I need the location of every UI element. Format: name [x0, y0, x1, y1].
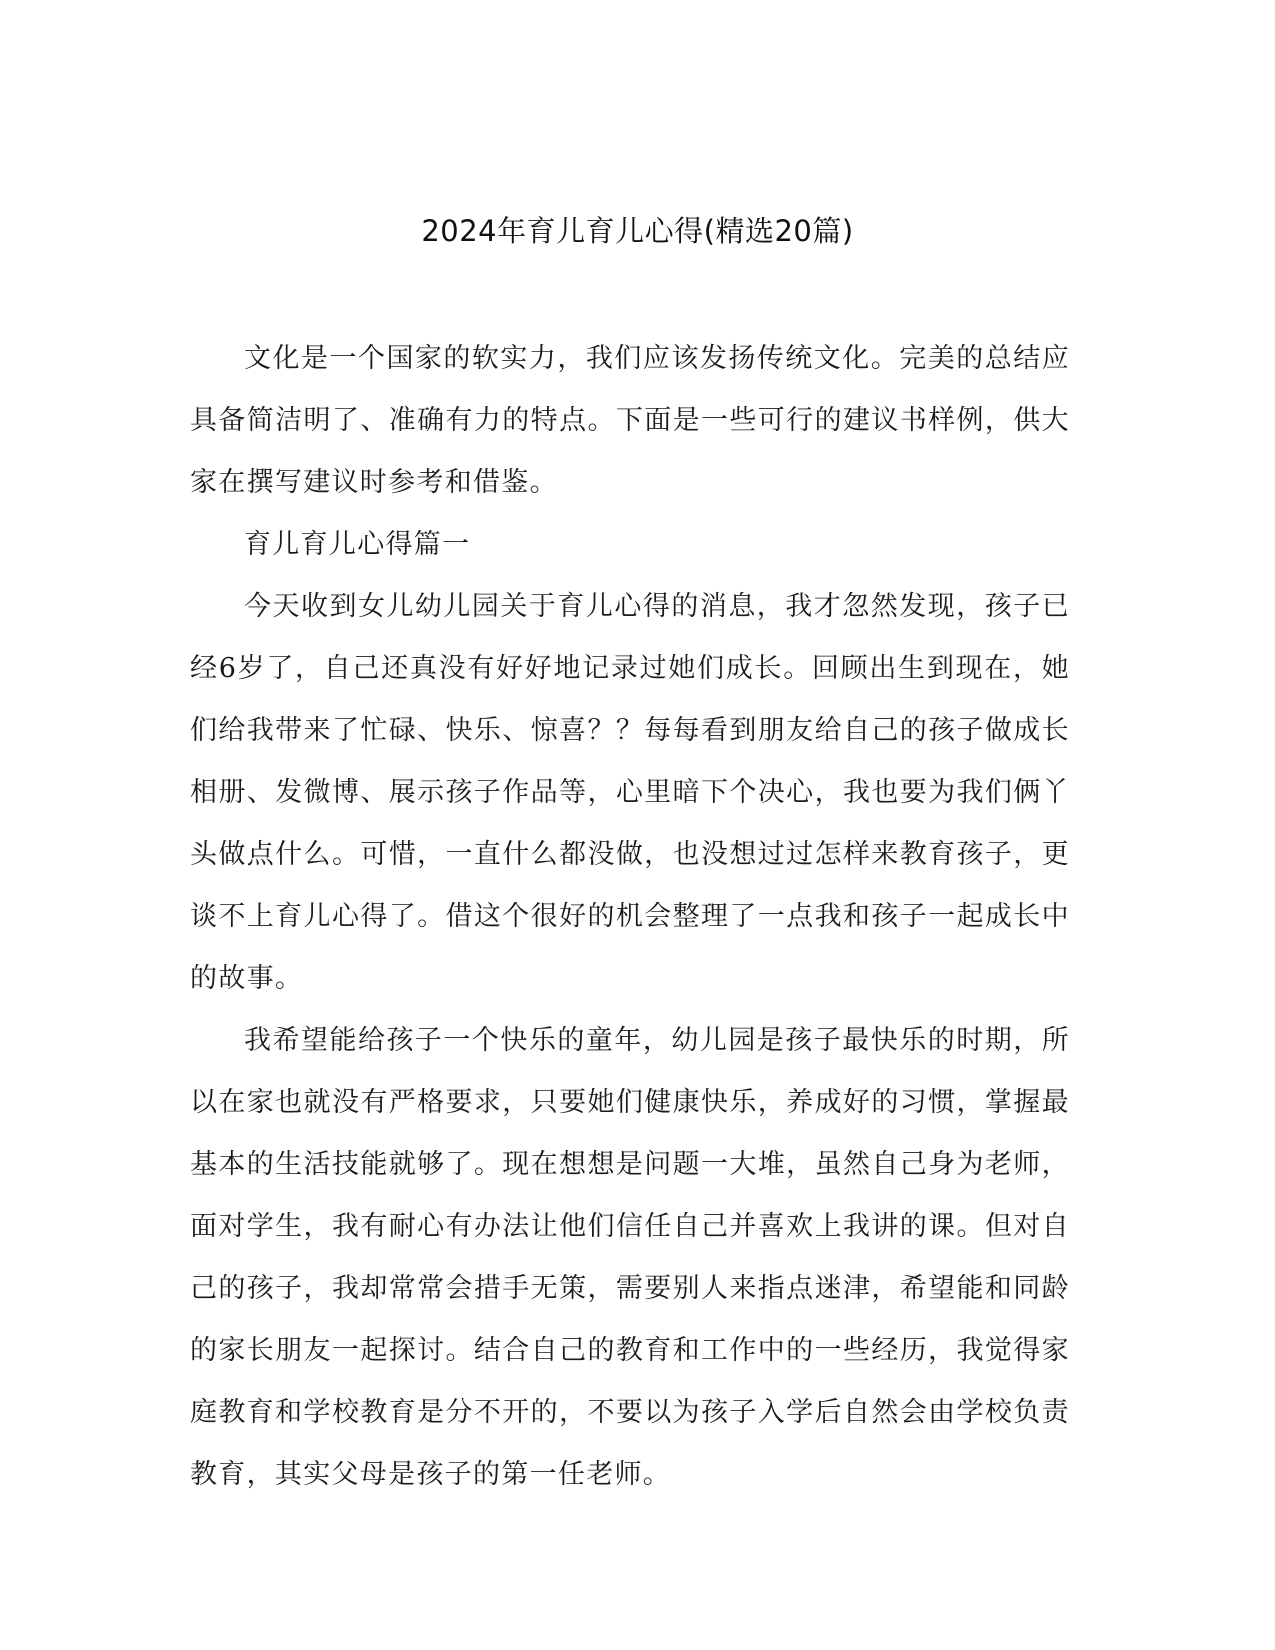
document-body	[190, 328, 1070, 1506]
body-paragraph: 今天收到女儿幼儿园关于育儿心得的消息，我才忽然发现，孩子已经6岁了，自己还真没有好好地记录过她们成长。回顾出生到现在，她们给我带来了忙碌、快乐、惊喜？？每每看到朋友给自己的孩子做成长相册、发微博、展示孩子作品等，心里暗下个决心，我也要为我们俩丫头做点什么。可惜，一直什么都没做，也没想过过怎样来教育孩子，更谈不上育儿心得了。借这个很好的机会整理了一点我和孩子一起成长中的故事。	[190, 591, 1070, 994]
intro-paragraph: 文化是一个国家的软实力，我们应该发扬传统文化。完美的总结应具备简洁明了、准确有力的特点。下面是一些可行的建议书样例，供大家在撰写建议时参考和借鉴。	[190, 343, 1070, 498]
document-title: 2024年育儿育儿心得(精选20篇)	[421, 214, 854, 248]
body-paragraph: 我希望能给孩子一个快乐的童年，幼儿园是孩子最快乐的时期，所以在家也就没有严格要求，只要她们健康快乐，养成好的习惯，掌握最基本的生活技能就够了。现在想想是问题一大堆，虽然自己身为老师，面对学生，我有耐心有办法让他们信任自己并喜欢上我讲的课。但对自己的孩子，我却常常会措手无策，需要别人来指点迷津，希望能和同龄的家长朋友一起探讨。结合自己的教育和工作中的一些经历，我觉得家庭教育和学校教育是分不开的，不要以为孩子入学后自然会由学校负责教育，其实父母是孩子的第一任老师。	[190, 1025, 1070, 1490]
section-heading: 育儿育儿心得篇一	[244, 529, 471, 560]
